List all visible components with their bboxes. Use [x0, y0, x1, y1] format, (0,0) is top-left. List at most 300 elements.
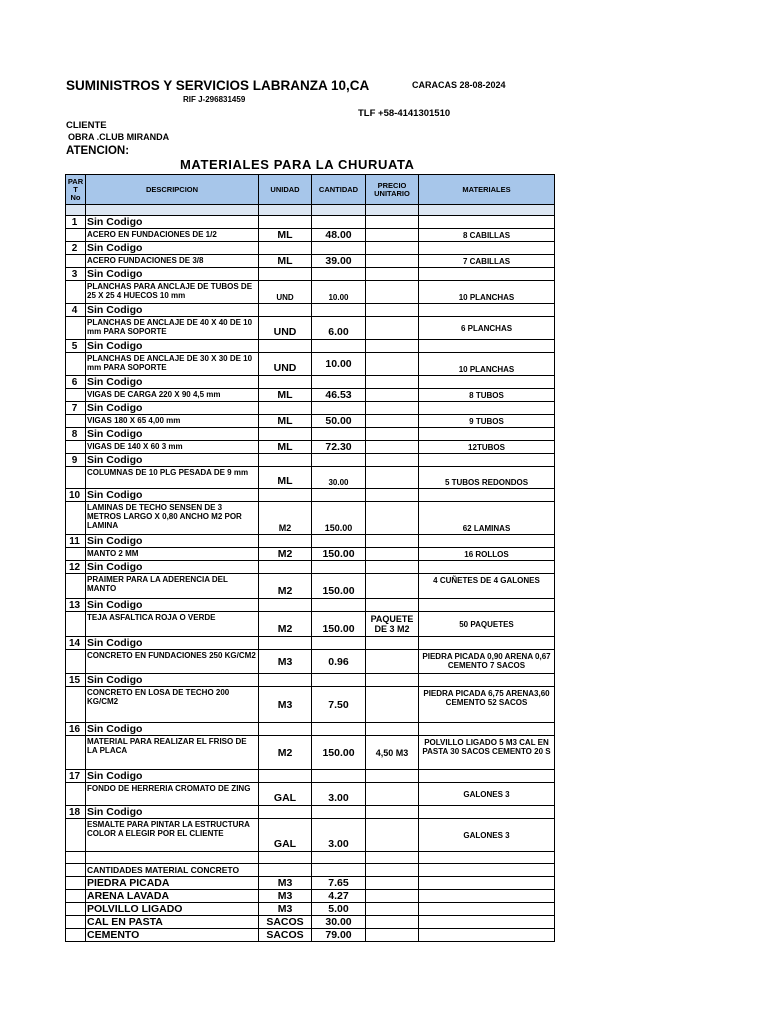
item-quantity: 30.00: [312, 467, 366, 489]
empty-cell: [259, 674, 312, 687]
item-header-row: [66, 268, 555, 281]
empty-cell: [419, 916, 555, 929]
empty-cell: [419, 340, 555, 353]
item-description: VIGAS DE 140 X 60 3 mm: [86, 441, 259, 454]
item-unit-price: [366, 317, 419, 340]
summary-row: [66, 929, 555, 942]
empty-cell: [419, 216, 555, 229]
item-number: 9: [66, 454, 86, 467]
item-quantity: 150.00: [312, 574, 366, 599]
empty-cell: [66, 890, 86, 903]
item-detail-row: [66, 736, 555, 770]
item-header-row: [66, 489, 555, 502]
empty-cell: [419, 304, 555, 317]
item-header-row: [66, 402, 555, 415]
item-unit: ML: [259, 441, 312, 454]
item-quantity: 6.00: [312, 317, 366, 340]
empty-cell: [419, 376, 555, 389]
empty-cell: [66, 229, 86, 242]
item-description: TEJA ASFALTICA ROJA O VERDE: [86, 612, 259, 637]
column-header-unidad: UNIDAD: [259, 175, 312, 205]
item-header-row: [66, 806, 555, 819]
item-unit: ML: [259, 229, 312, 242]
empty-cell: [66, 353, 86, 376]
cliente-value: OBRA .CLUB MIRANDA: [68, 132, 170, 142]
item-unit: M2: [259, 612, 312, 637]
item-detail-row: [66, 353, 555, 376]
item-detail-row: [66, 441, 555, 454]
empty-cell: [66, 783, 86, 806]
item-detail-row: [66, 574, 555, 599]
item-description: PLANCHAS DE ANCLAJE DE 40 X 40 DE 10 mm PARA SOPORTE: [86, 317, 259, 340]
item-materials: 50 PAQUETES: [419, 612, 555, 637]
item-unit-price: [366, 548, 419, 561]
empty-cell: [66, 317, 86, 340]
item-detail-row: [66, 317, 555, 340]
item-quantity: 10.00: [312, 281, 366, 304]
empty-cell: [312, 637, 366, 650]
empty-cell: [312, 242, 366, 255]
item-description: PLANCHAS PARA ANCLAJE DE TUBOS DE 25 X 25 4 HUECOS 10 mm: [86, 281, 259, 304]
summary-unit: SACOS: [259, 929, 312, 942]
item-unit: M2: [259, 548, 312, 561]
empty-cell: [312, 599, 366, 612]
item-description: MANTO 2 MM: [86, 548, 259, 561]
item-quantity: 150.00: [312, 548, 366, 561]
summary-quantity: 4.27: [312, 890, 366, 903]
empty-cell: [312, 806, 366, 819]
item-unit: GAL: [259, 819, 312, 852]
empty-cell: [66, 574, 86, 599]
item-unit-price: [366, 502, 419, 535]
empty-cell: [419, 877, 555, 890]
materials-table: [65, 174, 555, 942]
item-unit: ML: [259, 467, 312, 489]
item-detail-row: [66, 548, 555, 561]
empty-cell: [312, 561, 366, 574]
empty-cell: [259, 864, 312, 877]
empty-cell: [312, 770, 366, 783]
item-unit-price: [366, 353, 419, 376]
empty-cell: [419, 770, 555, 783]
item-description: CONCRETO EN FUNDACIONES 250 KG/CM2: [86, 650, 259, 674]
column-header-materiales: MATERIALES: [419, 175, 555, 205]
item-materials: 6 PLANCHAS: [419, 317, 555, 340]
empty-cell: [366, 216, 419, 229]
empty-cell: [366, 929, 419, 942]
item-description: COLUMNAS DE 10 PLG PESADA DE 9 mm: [86, 467, 259, 489]
item-header-row: [66, 216, 555, 229]
empty-cell: [259, 304, 312, 317]
item-unit: M3: [259, 687, 312, 723]
empty-cell: [366, 402, 419, 415]
item-code-label: Sin Codigo: [86, 535, 259, 548]
empty-cell: [86, 852, 259, 864]
item-unit-price: [366, 687, 419, 723]
empty-cell: [66, 467, 86, 489]
summary-unit: M3: [259, 877, 312, 890]
item-number: 7: [66, 402, 86, 415]
empty-cell: [259, 535, 312, 548]
empty-cell: [419, 903, 555, 916]
empty-cell: [66, 502, 86, 535]
empty-cell: [366, 806, 419, 819]
empty-cell: [366, 864, 419, 877]
item-header-row: [66, 340, 555, 353]
item-unit-price: [366, 783, 419, 806]
empty-cell: [366, 268, 419, 281]
item-code-label: Sin Codigo: [86, 561, 259, 574]
empty-cell: [366, 535, 419, 548]
empty-cell: [366, 916, 419, 929]
empty-cell: [419, 864, 555, 877]
empty-cell: [66, 852, 86, 864]
item-detail-row: [66, 229, 555, 242]
item-number: 2: [66, 242, 86, 255]
empty-cell: [312, 268, 366, 281]
empty-cell: [259, 599, 312, 612]
column-header-cantidad: CANTIDAD: [312, 175, 366, 205]
phone-number: TLF +58-4141301510: [358, 108, 451, 119]
item-unit-price: [366, 229, 419, 242]
table-header-row: [66, 175, 555, 205]
item-unit: ML: [259, 415, 312, 428]
empty-cell: [66, 441, 86, 454]
company-name: SUMINISTROS Y SERVICIOS LABRANZA 10,CA: [66, 78, 370, 93]
empty-cell: [312, 489, 366, 502]
item-header-row: [66, 304, 555, 317]
item-number: 15: [66, 674, 86, 687]
empty-cell: [66, 612, 86, 637]
item-code-label: Sin Codigo: [86, 268, 259, 281]
empty-cell: [312, 428, 366, 441]
empty-cell: [366, 304, 419, 317]
empty-cell: [366, 376, 419, 389]
item-unit-price: [366, 650, 419, 674]
empty-cell: [312, 674, 366, 687]
item-code-label: Sin Codigo: [86, 340, 259, 353]
item-number: 10: [66, 489, 86, 502]
empty-cell: [259, 268, 312, 281]
item-unit: UND: [259, 317, 312, 340]
part-header-line-2: T: [73, 184, 78, 194]
item-code-label: Sin Codigo: [86, 428, 259, 441]
empty-cell: [366, 852, 419, 864]
empty-cell: [419, 535, 555, 548]
item-unit: UND: [259, 281, 312, 304]
summary-title: CANTIDADES MATERIAL CONCRETO: [86, 864, 259, 877]
document-title: MATERIALES PARA LA CHURUATA: [180, 157, 415, 172]
item-unit-price: [366, 819, 419, 852]
summary-row: [66, 890, 555, 903]
item-quantity: 46.53: [312, 389, 366, 402]
empty-cell: [66, 650, 86, 674]
item-header-row: [66, 561, 555, 574]
empty-cell: [259, 489, 312, 502]
empty-cell: [259, 561, 312, 574]
item-unit: M2: [259, 502, 312, 535]
item-quantity: 150.00: [312, 502, 366, 535]
empty-cell: [312, 304, 366, 317]
column-header-precio: [366, 175, 419, 205]
empty-cell: [66, 903, 86, 916]
item-quantity: 0.96: [312, 650, 366, 674]
empty-cell: [366, 561, 419, 574]
item-unit: M3: [259, 650, 312, 674]
item-detail-row: [66, 687, 555, 723]
table-body: [66, 205, 555, 942]
empty-cell: [366, 637, 419, 650]
empty-cell: [312, 216, 366, 229]
item-header-row: [66, 637, 555, 650]
item-description: ACERO EN FUNDACIONES DE 1/2: [86, 229, 259, 242]
item-description: VIGAS 180 X 65 4,00 mm: [86, 415, 259, 428]
part-header-line-1: PAR: [67, 176, 84, 186]
item-unit-price: [366, 255, 419, 268]
empty-cell: [419, 723, 555, 736]
item-number: 6: [66, 376, 86, 389]
item-description: FONDO DE HERRERIA CROMATO DE ZING: [86, 783, 259, 806]
item-code-label: Sin Codigo: [86, 723, 259, 736]
item-description: CONCRETO EN LOSA DE TECHO 200 KG/CM2: [86, 687, 259, 723]
empty-cell: [66, 864, 86, 877]
item-detail-row: [66, 415, 555, 428]
empty-cell: [312, 376, 366, 389]
empty-cell: [366, 903, 419, 916]
item-code-label: Sin Codigo: [86, 599, 259, 612]
empty-cell: [312, 864, 366, 877]
item-code-label: Sin Codigo: [86, 402, 259, 415]
item-materials: 4 CUÑETES DE 4 GALONES: [419, 574, 555, 599]
empty-cell: [366, 770, 419, 783]
item-unit-price: [366, 467, 419, 489]
item-number: 1: [66, 216, 86, 229]
summary-quantity: 5.00: [312, 903, 366, 916]
item-code-label: Sin Codigo: [86, 674, 259, 687]
item-materials: 10 PLANCHAS: [419, 281, 555, 304]
empty-cell: [419, 268, 555, 281]
empty-cell: [312, 402, 366, 415]
empty-cell: [259, 376, 312, 389]
item-number: 3: [66, 268, 86, 281]
summary-row: [66, 916, 555, 929]
summary-row: [66, 903, 555, 916]
item-header-row: [66, 770, 555, 783]
item-unit-price: [366, 415, 419, 428]
item-unit: GAL: [259, 783, 312, 806]
item-code-label: Sin Codigo: [86, 216, 259, 229]
item-unit: M2: [259, 574, 312, 599]
item-quantity: 39.00: [312, 255, 366, 268]
item-materials: 7 CABILLAS: [419, 255, 555, 268]
item-unit-price: [366, 574, 419, 599]
item-header-row: [66, 674, 555, 687]
empty-cell: [66, 877, 86, 890]
precio-header-line-2: UNITARIO: [374, 188, 410, 198]
city-date: CARACAS 28-08-2024: [412, 80, 506, 90]
empty-cell: [419, 454, 555, 467]
item-code-label: Sin Codigo: [86, 770, 259, 783]
item-number: 12: [66, 561, 86, 574]
item-materials: GALONES 3: [419, 819, 555, 852]
item-number: 14: [66, 637, 86, 650]
item-number: 16: [66, 723, 86, 736]
item-detail-row: [66, 502, 555, 535]
item-quantity: 150.00: [312, 736, 366, 770]
item-detail-row: [66, 389, 555, 402]
item-materials: 9 TUBOS: [419, 415, 555, 428]
item-unit-price: [366, 441, 419, 454]
empty-cell: [419, 637, 555, 650]
empty-cell: [259, 806, 312, 819]
item-description: ACERO FUNDACIONES DE 3/8: [86, 255, 259, 268]
summary-title-row: [66, 864, 555, 877]
item-description: PRAIMER PARA LA ADERENCIA DEL MANTO: [86, 574, 259, 599]
item-description: MATERIAL PARA REALIZAR EL FRISO DE LA PLACA: [86, 736, 259, 770]
item-materials: 16 ROLLOS: [419, 548, 555, 561]
summary-material: CAL EN PASTA: [86, 916, 259, 929]
empty-cell: [66, 255, 86, 268]
item-code-label: Sin Codigo: [86, 806, 259, 819]
empty-cell: [366, 599, 419, 612]
item-description: VIGAS DE CARGA 220 X 90 4,5 mm: [86, 389, 259, 402]
item-quantity: 50.00: [312, 415, 366, 428]
empty-cell: [419, 428, 555, 441]
summary-quantity: 79.00: [312, 929, 366, 942]
item-unit-price: [366, 389, 419, 402]
empty-cell: [419, 599, 555, 612]
empty-cell: [312, 852, 366, 864]
item-header-row: [66, 376, 555, 389]
empty-cell: [419, 806, 555, 819]
column-header-part: [66, 175, 86, 205]
item-unit: ML: [259, 389, 312, 402]
empty-cell: [312, 340, 366, 353]
item-quantity: 3.00: [312, 819, 366, 852]
item-header-row: [66, 242, 555, 255]
item-header-row: [66, 454, 555, 467]
item-quantity: 72.30: [312, 441, 366, 454]
item-detail-row: [66, 281, 555, 304]
empty-cell: [366, 428, 419, 441]
summary-unit: M3: [259, 890, 312, 903]
item-materials: 8 CABILLAS: [419, 229, 555, 242]
summary-material: PIEDRA PICADA: [86, 877, 259, 890]
item-materials: PIEDRA PICADA 0,90 ARENA 0,67 CEMENTO 7 SACOS: [419, 650, 555, 674]
empty-cell: [366, 674, 419, 687]
summary-quantity: 7.65: [312, 877, 366, 890]
empty-cell: [312, 535, 366, 548]
precio-header-line-1: PRECIO: [377, 180, 407, 190]
spacer-row: [66, 852, 555, 864]
empty-cell: [366, 877, 419, 890]
item-code-label: Sin Codigo: [86, 489, 259, 502]
item-detail-row: [66, 819, 555, 852]
item-unit-price: PAQUETE DE 3 M2: [366, 612, 419, 637]
summary-material: ARENA LAVADA: [86, 890, 259, 903]
item-description: LAMINAS DE TECHO SENSEN DE 3 METROS LARGO X 0,80 ANCHO M2 POR LAMINA: [86, 502, 259, 535]
item-number: 8: [66, 428, 86, 441]
column-header-descripcion: DESCRIPCION: [86, 175, 259, 205]
empty-cell: [259, 770, 312, 783]
empty-cell: [66, 687, 86, 723]
item-materials: 12TUBOS: [419, 441, 555, 454]
item-detail-row: [66, 612, 555, 637]
empty-cell: [66, 819, 86, 852]
empty-cell: [419, 890, 555, 903]
item-quantity: 10.00: [312, 353, 366, 376]
rif-number: RIF J-296831459: [183, 95, 246, 104]
item-description: PLANCHAS DE ANCLAJE DE 30 X 30 DE 10 mm PARA SOPORTE: [86, 353, 259, 376]
item-header-row: [66, 535, 555, 548]
summary-unit: M3: [259, 903, 312, 916]
empty-cell: [419, 929, 555, 942]
empty-cell: [419, 489, 555, 502]
item-code-label: Sin Codigo: [86, 242, 259, 255]
summary-row: [66, 877, 555, 890]
summary-unit: SACOS: [259, 916, 312, 929]
item-unit: ML: [259, 255, 312, 268]
item-code-label: Sin Codigo: [86, 304, 259, 317]
item-quantity: 7.50: [312, 687, 366, 723]
empty-cell: [366, 454, 419, 467]
item-header-row: [66, 723, 555, 736]
item-code-label: Sin Codigo: [86, 637, 259, 650]
item-materials: GALONES 3: [419, 783, 555, 806]
item-detail-row: [66, 650, 555, 674]
empty-cell: [66, 415, 86, 428]
summary-quantity: 30.00: [312, 916, 366, 929]
empty-cell: [66, 916, 86, 929]
item-unit: UND: [259, 353, 312, 376]
empty-cell: [259, 340, 312, 353]
empty-cell: [366, 242, 419, 255]
item-materials: PIEDRA PICADA 6,75 ARENA3,60 CEMENTO 52 SACOS: [419, 687, 555, 723]
part-header-line-3: No: [70, 192, 81, 202]
empty-cell: [259, 637, 312, 650]
empty-cell: [66, 929, 86, 942]
empty-cell: [259, 242, 312, 255]
empty-cell: [259, 852, 312, 864]
empty-cell: [259, 402, 312, 415]
item-header-row: [66, 428, 555, 441]
item-quantity: 3.00: [312, 783, 366, 806]
item-detail-row: [66, 255, 555, 268]
empty-cell: [366, 723, 419, 736]
empty-cell: [419, 561, 555, 574]
item-description: ESMALTE PARA PINTAR LA ESTRUCTURA COLOR A ELEGIR POR EL CLIENTE: [86, 819, 259, 852]
empty-cell: [66, 736, 86, 770]
item-number: 11: [66, 535, 86, 548]
empty-cell: [419, 674, 555, 687]
empty-cell: [259, 454, 312, 467]
item-number: 18: [66, 806, 86, 819]
item-materials: POLVILLO LIGADO 5 M3 CAL EN PASTA 30 SACOS CEMENTO 20 S: [419, 736, 555, 770]
item-quantity: 48.00: [312, 229, 366, 242]
item-number: 5: [66, 340, 86, 353]
item-materials: 10 PLANCHAS: [419, 353, 555, 376]
empty-cell: [312, 454, 366, 467]
item-materials: 62 LAMINAS: [419, 502, 555, 535]
empty-cell: [259, 216, 312, 229]
atencion-label: ATENCION:: [66, 145, 130, 157]
item-unit-price: 4,50 M3: [366, 736, 419, 770]
item-materials: 8 TUBOS: [419, 389, 555, 402]
item-code-label: Sin Codigo: [86, 376, 259, 389]
cliente-label: CLIENTE: [66, 120, 107, 131]
item-number: 13: [66, 599, 86, 612]
item-materials: 5 TUBOS REDONDOS: [419, 467, 555, 489]
